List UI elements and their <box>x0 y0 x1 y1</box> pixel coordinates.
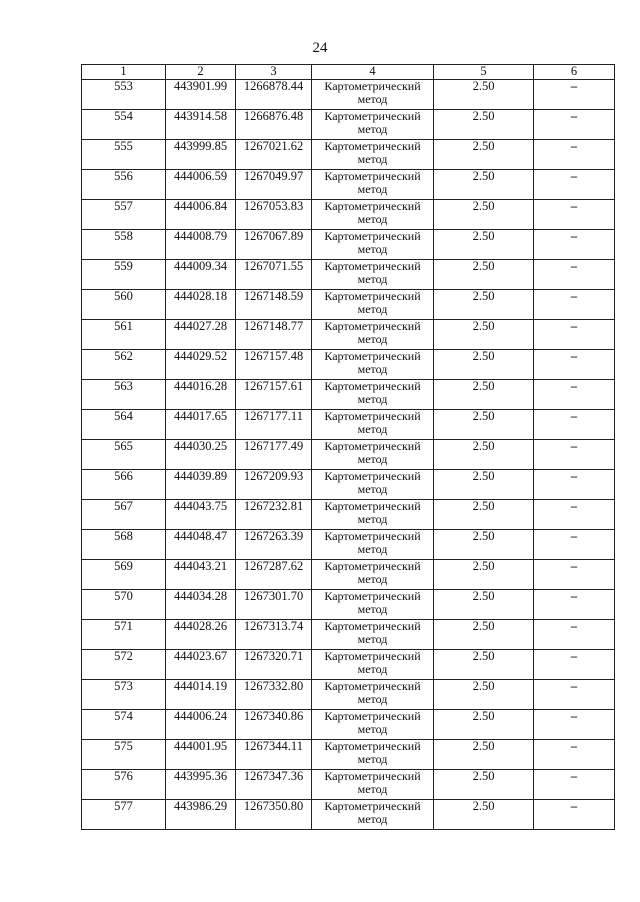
table-row <box>82 410 615 440</box>
table-row <box>82 530 615 560</box>
method-label-line1: Картометрический <box>324 109 421 123</box>
method-label-line2: метод <box>357 122 388 136</box>
y-coordinate-cell: 1267263.39 <box>236 530 312 560</box>
accuracy-cell: 2.50 <box>434 350 534 380</box>
accuracy-cell: 2.50 <box>434 80 534 110</box>
method-label-line1: Картометрический <box>324 769 421 783</box>
note-cell: – <box>534 800 615 830</box>
x-coordinate-cell: 444016.28 <box>166 380 236 410</box>
method-cell <box>312 680 434 710</box>
column-header-4: 4 <box>312 65 434 80</box>
accuracy-cell: 2.50 <box>434 410 534 440</box>
method-cell <box>312 140 434 170</box>
method-label-line2: метод <box>357 572 388 586</box>
note-cell: – <box>534 260 615 290</box>
table-row <box>82 560 615 590</box>
accuracy-cell: 2.50 <box>434 110 534 140</box>
accuracy-cell: 2.50 <box>434 500 534 530</box>
method-cell <box>312 560 434 590</box>
table-body <box>82 80 615 830</box>
y-coordinate-cell: 1267157.48 <box>236 350 312 380</box>
note-cell: – <box>534 140 615 170</box>
method-label-line2: метод <box>357 272 388 286</box>
accuracy-cell: 2.50 <box>434 590 534 620</box>
y-coordinate-cell: 1267049.97 <box>236 170 312 200</box>
method-label-line2: метод <box>357 242 388 256</box>
method-label-line2: метод <box>357 482 388 496</box>
x-coordinate-cell: 444006.59 <box>166 170 236 200</box>
method-label-line2: метод <box>357 92 388 106</box>
x-coordinate-cell: 444006.24 <box>166 710 236 740</box>
x-coordinate-cell: 444030.25 <box>166 440 236 470</box>
point-number-cell: 576 <box>82 770 166 800</box>
point-number-cell: 564 <box>82 410 166 440</box>
y-coordinate-cell: 1267232.81 <box>236 500 312 530</box>
method-cell <box>312 650 434 680</box>
note-cell: – <box>534 440 615 470</box>
table-row <box>82 590 615 620</box>
note-cell: – <box>534 470 615 500</box>
y-coordinate-cell: 1267157.61 <box>236 380 312 410</box>
y-coordinate-cell: 1266878.44 <box>236 80 312 110</box>
accuracy-cell: 2.50 <box>434 320 534 350</box>
point-number-cell: 577 <box>82 800 166 830</box>
y-coordinate-cell: 1267209.93 <box>236 470 312 500</box>
table-row <box>82 740 615 770</box>
accuracy-cell: 2.50 <box>434 200 534 230</box>
note-cell: – <box>534 410 615 440</box>
x-coordinate-cell: 444029.52 <box>166 350 236 380</box>
accuracy-cell: 2.50 <box>434 650 534 680</box>
note-cell: – <box>534 320 615 350</box>
point-number-cell: 568 <box>82 530 166 560</box>
method-label-line1: Картометрический <box>324 289 421 303</box>
method-label-line2: метод <box>357 212 388 226</box>
accuracy-cell: 2.50 <box>434 260 534 290</box>
note-cell: – <box>534 380 615 410</box>
x-coordinate-cell: 444048.47 <box>166 530 236 560</box>
column-header-5: 5 <box>434 65 534 80</box>
method-label-line2: метод <box>357 452 388 466</box>
method-label-line2: метод <box>357 332 388 346</box>
note-cell: – <box>534 530 615 560</box>
accuracy-cell: 2.50 <box>434 440 534 470</box>
method-label-line2: метод <box>357 152 388 166</box>
table-row <box>82 260 615 290</box>
table-row <box>82 320 615 350</box>
point-number-cell: 575 <box>82 740 166 770</box>
method-label-line2: метод <box>357 392 388 406</box>
y-coordinate-cell: 1267344.11 <box>236 740 312 770</box>
point-number-cell: 555 <box>82 140 166 170</box>
y-coordinate-cell: 1267287.62 <box>236 560 312 590</box>
method-label-line1: Картометрический <box>324 799 421 813</box>
y-coordinate-cell: 1267347.36 <box>236 770 312 800</box>
method-cell <box>312 350 434 380</box>
method-label-line1: Картометрический <box>324 709 421 723</box>
x-coordinate-cell: 444017.65 <box>166 410 236 440</box>
method-label-line1: Картометрический <box>324 349 421 363</box>
method-label-line2: метод <box>357 722 388 736</box>
y-coordinate-cell: 1267313.74 <box>236 620 312 650</box>
accuracy-cell: 2.50 <box>434 140 534 170</box>
point-number-cell: 573 <box>82 680 166 710</box>
method-label-line2: метод <box>357 782 388 796</box>
method-cell <box>312 200 434 230</box>
method-cell <box>312 290 434 320</box>
x-coordinate-cell: 443914.58 <box>166 110 236 140</box>
column-header-1: 1 <box>82 65 166 80</box>
x-coordinate-cell: 444006.84 <box>166 200 236 230</box>
note-cell: – <box>534 710 615 740</box>
method-label-line1: Картометрический <box>324 379 421 393</box>
table-row <box>82 800 615 830</box>
method-label-line2: метод <box>357 512 388 526</box>
method-label-line1: Картометрический <box>324 319 421 333</box>
method-cell <box>312 530 434 560</box>
table-row <box>82 230 615 260</box>
method-label-line2: метод <box>357 662 388 676</box>
method-label-line2: метод <box>357 422 388 436</box>
note-cell: – <box>534 110 615 140</box>
point-number-cell: 570 <box>82 590 166 620</box>
method-label-line1: Картометрический <box>324 679 421 693</box>
x-coordinate-cell: 443995.36 <box>166 770 236 800</box>
point-number-cell: 554 <box>82 110 166 140</box>
note-cell: – <box>534 560 615 590</box>
x-coordinate-cell: 444039.89 <box>166 470 236 500</box>
table-row <box>82 620 615 650</box>
accuracy-cell: 2.50 <box>434 770 534 800</box>
method-label-line1: Картометрический <box>324 739 421 753</box>
method-cell <box>312 380 434 410</box>
page-number: 24 <box>312 40 328 56</box>
accuracy-cell: 2.50 <box>434 620 534 650</box>
accuracy-cell: 2.50 <box>434 170 534 200</box>
x-coordinate-cell: 444008.79 <box>166 230 236 260</box>
x-coordinate-cell: 444023.67 <box>166 650 236 680</box>
method-label-line1: Картометрический <box>324 649 421 663</box>
y-coordinate-cell: 1267067.89 <box>236 230 312 260</box>
point-number-cell: 562 <box>82 350 166 380</box>
point-number-cell: 567 <box>82 500 166 530</box>
point-number-cell: 565 <box>82 440 166 470</box>
point-number-cell: 553 <box>82 80 166 110</box>
x-coordinate-cell: 444009.34 <box>166 260 236 290</box>
y-coordinate-cell: 1266876.48 <box>236 110 312 140</box>
note-cell: – <box>534 230 615 260</box>
method-label-line1: Картометрический <box>324 229 421 243</box>
x-coordinate-cell: 444014.19 <box>166 680 236 710</box>
point-number-cell: 559 <box>82 260 166 290</box>
method-cell <box>312 260 434 290</box>
table-row <box>82 710 615 740</box>
note-cell: – <box>534 80 615 110</box>
y-coordinate-cell: 1267071.55 <box>236 260 312 290</box>
point-number-cell: 566 <box>82 470 166 500</box>
coordinates-table <box>81 64 615 830</box>
method-label-line2: метод <box>357 632 388 646</box>
note-cell: – <box>534 620 615 650</box>
accuracy-cell: 2.50 <box>434 740 534 770</box>
accuracy-cell: 2.50 <box>434 710 534 740</box>
point-number-cell: 556 <box>82 170 166 200</box>
method-label-line2: метод <box>357 602 388 616</box>
table-row <box>82 110 615 140</box>
y-coordinate-cell: 1267148.59 <box>236 290 312 320</box>
method-cell <box>312 320 434 350</box>
method-cell <box>312 590 434 620</box>
point-number-cell: 558 <box>82 230 166 260</box>
accuracy-cell: 2.50 <box>434 560 534 590</box>
method-label-line1: Картометрический <box>324 199 421 213</box>
point-number-cell: 557 <box>82 200 166 230</box>
note-cell: – <box>534 740 615 770</box>
table-row <box>82 290 615 320</box>
note-cell: – <box>534 650 615 680</box>
method-label-line1: Картометрический <box>324 259 421 273</box>
point-number-cell: 569 <box>82 560 166 590</box>
method-cell <box>312 500 434 530</box>
y-coordinate-cell: 1267320.71 <box>236 650 312 680</box>
y-coordinate-cell: 1267148.77 <box>236 320 312 350</box>
accuracy-cell: 2.50 <box>434 380 534 410</box>
accuracy-cell: 2.50 <box>434 680 534 710</box>
method-label-line1: Картометрический <box>324 439 421 453</box>
column-header-6: 6 <box>534 65 615 80</box>
method-cell <box>312 740 434 770</box>
method-cell <box>312 110 434 140</box>
table-row <box>82 80 615 110</box>
method-label-line1: Картометрический <box>324 589 421 603</box>
method-label-line1: Картометрический <box>324 409 421 423</box>
accuracy-cell: 2.50 <box>434 470 534 500</box>
table-row <box>82 770 615 800</box>
accuracy-cell: 2.50 <box>434 800 534 830</box>
method-cell <box>312 770 434 800</box>
note-cell: – <box>534 770 615 800</box>
table-row <box>82 380 615 410</box>
method-label-line2: метод <box>357 752 388 766</box>
x-coordinate-cell: 444001.95 <box>166 740 236 770</box>
table-row <box>82 680 615 710</box>
method-cell <box>312 440 434 470</box>
note-cell: – <box>534 290 615 320</box>
method-cell <box>312 800 434 830</box>
point-number-cell: 571 <box>82 620 166 650</box>
column-header-3: 3 <box>236 65 312 80</box>
method-cell <box>312 470 434 500</box>
x-coordinate-cell: 444043.75 <box>166 500 236 530</box>
table-header-row <box>82 65 615 80</box>
table-row <box>82 440 615 470</box>
method-label-line2: метод <box>357 182 388 196</box>
method-label-line1: Картометрический <box>324 469 421 483</box>
method-label-line1: Картометрический <box>324 529 421 543</box>
method-cell <box>312 170 434 200</box>
method-cell <box>312 230 434 260</box>
accuracy-cell: 2.50 <box>434 530 534 560</box>
method-label-line1: Картометрический <box>324 139 421 153</box>
x-coordinate-cell: 444027.28 <box>166 320 236 350</box>
method-cell <box>312 410 434 440</box>
method-label-line1: Картометрический <box>324 169 421 183</box>
method-label-line2: метод <box>357 302 388 316</box>
note-cell: – <box>534 200 615 230</box>
accuracy-cell: 2.50 <box>434 290 534 320</box>
point-number-cell: 572 <box>82 650 166 680</box>
table-row <box>82 650 615 680</box>
x-coordinate-cell: 444043.21 <box>166 560 236 590</box>
point-number-cell: 574 <box>82 710 166 740</box>
method-label-line1: Картометрический <box>324 499 421 513</box>
y-coordinate-cell: 1267340.86 <box>236 710 312 740</box>
point-number-cell: 563 <box>82 380 166 410</box>
y-coordinate-cell: 1267332.80 <box>236 680 312 710</box>
note-cell: – <box>534 170 615 200</box>
y-coordinate-cell: 1267021.62 <box>236 140 312 170</box>
table-row <box>82 140 615 170</box>
note-cell: – <box>534 500 615 530</box>
y-coordinate-cell: 1267301.70 <box>236 590 312 620</box>
x-coordinate-cell: 443999.85 <box>166 140 236 170</box>
point-number-cell: 560 <box>82 290 166 320</box>
method-label-line2: метод <box>357 812 388 826</box>
method-label-line2: метод <box>357 362 388 376</box>
table-row <box>82 470 615 500</box>
y-coordinate-cell: 1267177.11 <box>236 410 312 440</box>
x-coordinate-cell: 443901.99 <box>166 80 236 110</box>
x-coordinate-cell: 443986.29 <box>166 800 236 830</box>
y-coordinate-cell: 1267053.83 <box>236 200 312 230</box>
table-row <box>82 200 615 230</box>
note-cell: – <box>534 680 615 710</box>
method-label-line2: метод <box>357 542 388 556</box>
column-header-2: 2 <box>166 65 236 80</box>
accuracy-cell: 2.50 <box>434 230 534 260</box>
method-label-line1: Картометрический <box>324 619 421 633</box>
x-coordinate-cell: 444034.28 <box>166 590 236 620</box>
y-coordinate-cell: 1267177.49 <box>236 440 312 470</box>
method-cell <box>312 620 434 650</box>
method-label-line1: Картометрический <box>324 559 421 573</box>
y-coordinate-cell: 1267350.80 <box>236 800 312 830</box>
x-coordinate-cell: 444028.18 <box>166 290 236 320</box>
x-coordinate-cell: 444028.26 <box>166 620 236 650</box>
table-row <box>82 500 615 530</box>
method-label-line2: метод <box>357 692 388 706</box>
method-label-line1: Картометрический <box>324 79 421 93</box>
method-cell <box>312 710 434 740</box>
table-row <box>82 350 615 380</box>
method-cell <box>312 80 434 110</box>
point-number-cell: 561 <box>82 320 166 350</box>
note-cell: – <box>534 350 615 380</box>
table-row <box>82 170 615 200</box>
note-cell: – <box>534 590 615 620</box>
